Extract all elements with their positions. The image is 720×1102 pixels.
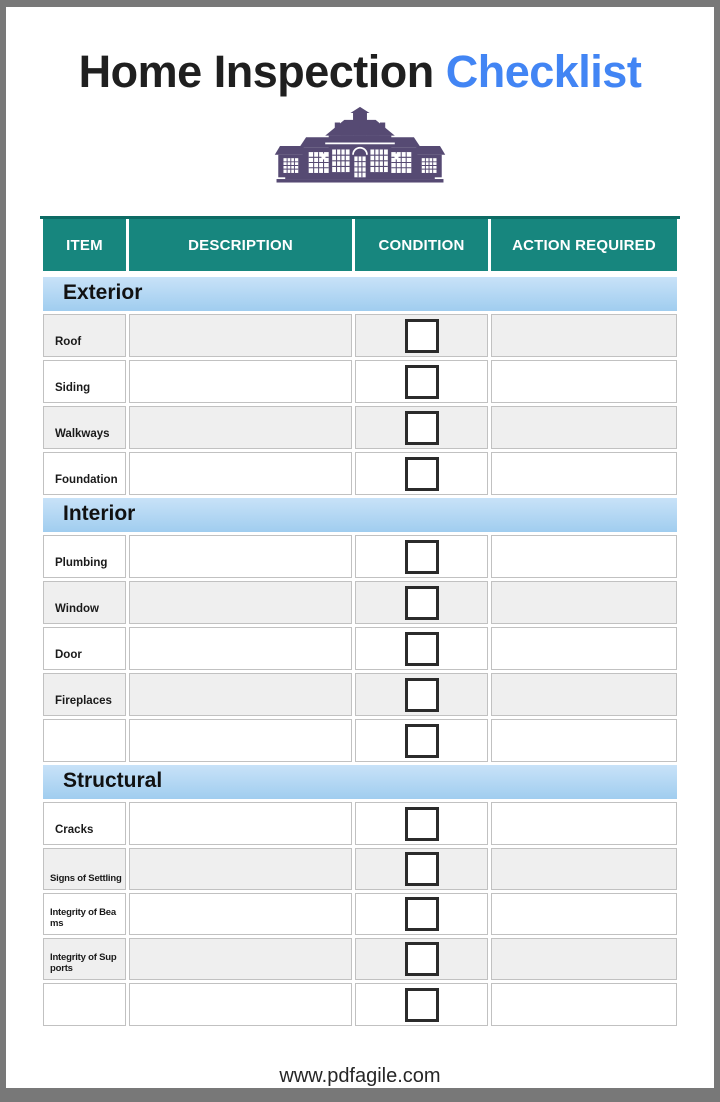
mansion-house-icon	[260, 106, 460, 186]
item-label: Integrity of Beams	[43, 893, 126, 935]
description-field[interactable]	[129, 452, 352, 495]
item-label: Door	[43, 627, 126, 670]
condition-cell	[355, 673, 488, 716]
section-row-exterior	[43, 277, 677, 311]
description-field[interactable]	[129, 802, 352, 845]
condition-checkbox[interactable]	[405, 852, 439, 886]
page-title	[6, 45, 714, 99]
condition-checkbox[interactable]	[405, 678, 439, 712]
condition-checkbox[interactable]	[405, 586, 439, 620]
condition-cell	[355, 627, 488, 670]
description-field[interactable]	[129, 360, 352, 403]
table-row	[43, 893, 677, 935]
column-header-description: DESCRIPTION	[129, 219, 352, 271]
description-field[interactable]	[129, 314, 352, 357]
action-required-field[interactable]	[491, 581, 677, 624]
condition-cell	[355, 406, 488, 449]
table-row	[43, 673, 677, 716]
condition-checkbox[interactable]	[405, 411, 439, 445]
section-row-structural	[43, 765, 677, 799]
table-row	[43, 360, 677, 403]
inspection-table	[40, 216, 680, 1029]
description-field[interactable]	[129, 983, 352, 1026]
section-row-interior	[43, 498, 677, 532]
item-label: Roof	[43, 314, 126, 357]
column-header-condition: CONDITION	[355, 219, 488, 271]
action-required-field[interactable]	[491, 627, 677, 670]
description-field[interactable]	[129, 673, 352, 716]
description-field[interactable]	[129, 581, 352, 624]
condition-checkbox[interactable]	[405, 724, 439, 758]
table-row	[43, 848, 677, 890]
condition-cell	[355, 314, 488, 357]
condition-checkbox[interactable]	[405, 540, 439, 574]
house-illustration	[6, 106, 714, 188]
action-required-field[interactable]	[491, 893, 677, 935]
description-field[interactable]	[129, 627, 352, 670]
action-required-field[interactable]	[491, 983, 677, 1026]
description-field[interactable]	[129, 719, 352, 762]
item-label	[43, 983, 126, 1026]
item-label: Cracks	[43, 802, 126, 845]
section-title: Interior	[43, 498, 677, 532]
item-label: Integrity of Supports	[43, 938, 126, 980]
description-field[interactable]	[129, 406, 352, 449]
condition-checkbox[interactable]	[405, 897, 439, 931]
condition-cell	[355, 452, 488, 495]
action-required-field[interactable]	[491, 938, 677, 980]
description-field[interactable]	[129, 938, 352, 980]
condition-checkbox[interactable]	[405, 988, 439, 1022]
condition-cell	[355, 983, 488, 1026]
action-required-field[interactable]	[491, 406, 677, 449]
action-required-field[interactable]	[491, 719, 677, 762]
description-field[interactable]	[129, 848, 352, 890]
condition-cell	[355, 360, 488, 403]
action-required-field[interactable]	[491, 673, 677, 716]
action-required-field[interactable]	[491, 314, 677, 357]
item-label: Signs of Settling	[43, 848, 126, 890]
footer-url: www.pdfagile.com	[279, 1065, 441, 1087]
item-label: Plumbing	[43, 535, 126, 578]
condition-checkbox[interactable]	[405, 319, 439, 353]
item-label: Fireplaces	[43, 673, 126, 716]
action-required-field[interactable]	[491, 452, 677, 495]
table-row	[43, 983, 677, 1026]
table-row	[43, 406, 677, 449]
condition-checkbox[interactable]	[405, 807, 439, 841]
item-label: Window	[43, 581, 126, 624]
column-header-item: ITEM	[43, 219, 126, 271]
condition-cell	[355, 802, 488, 845]
condition-cell	[355, 535, 488, 578]
item-label	[43, 719, 126, 762]
item-label: Foundation	[43, 452, 126, 495]
item-label: Siding	[43, 360, 126, 403]
condition-cell	[355, 893, 488, 935]
table-row	[43, 535, 677, 578]
action-required-field[interactable]	[491, 360, 677, 403]
table-row	[43, 314, 677, 357]
table-row	[43, 938, 677, 980]
condition-cell	[355, 848, 488, 890]
document-page	[6, 7, 714, 1088]
condition-cell	[355, 581, 488, 624]
section-title: Exterior	[43, 277, 677, 311]
condition-checkbox[interactable]	[405, 457, 439, 491]
description-field[interactable]	[129, 893, 352, 935]
action-required-field[interactable]	[491, 848, 677, 890]
table-row	[43, 719, 677, 762]
title-main: Home Inspection	[78, 46, 434, 97]
table-header-row	[43, 219, 677, 271]
table-row	[43, 581, 677, 624]
table-row	[43, 627, 677, 670]
action-required-field[interactable]	[491, 802, 677, 845]
item-label: Walkways	[43, 406, 126, 449]
section-title: Structural	[43, 765, 677, 799]
action-required-field[interactable]	[491, 535, 677, 578]
description-field[interactable]	[129, 535, 352, 578]
condition-cell	[355, 719, 488, 762]
condition-checkbox[interactable]	[405, 632, 439, 666]
title-accent: Checklist	[445, 46, 642, 97]
table-row	[43, 802, 677, 845]
condition-checkbox[interactable]	[405, 365, 439, 399]
table-row	[43, 452, 677, 495]
condition-cell	[355, 938, 488, 980]
column-header-action-required: ACTION REQUIRED	[491, 219, 677, 271]
condition-checkbox[interactable]	[405, 942, 439, 976]
